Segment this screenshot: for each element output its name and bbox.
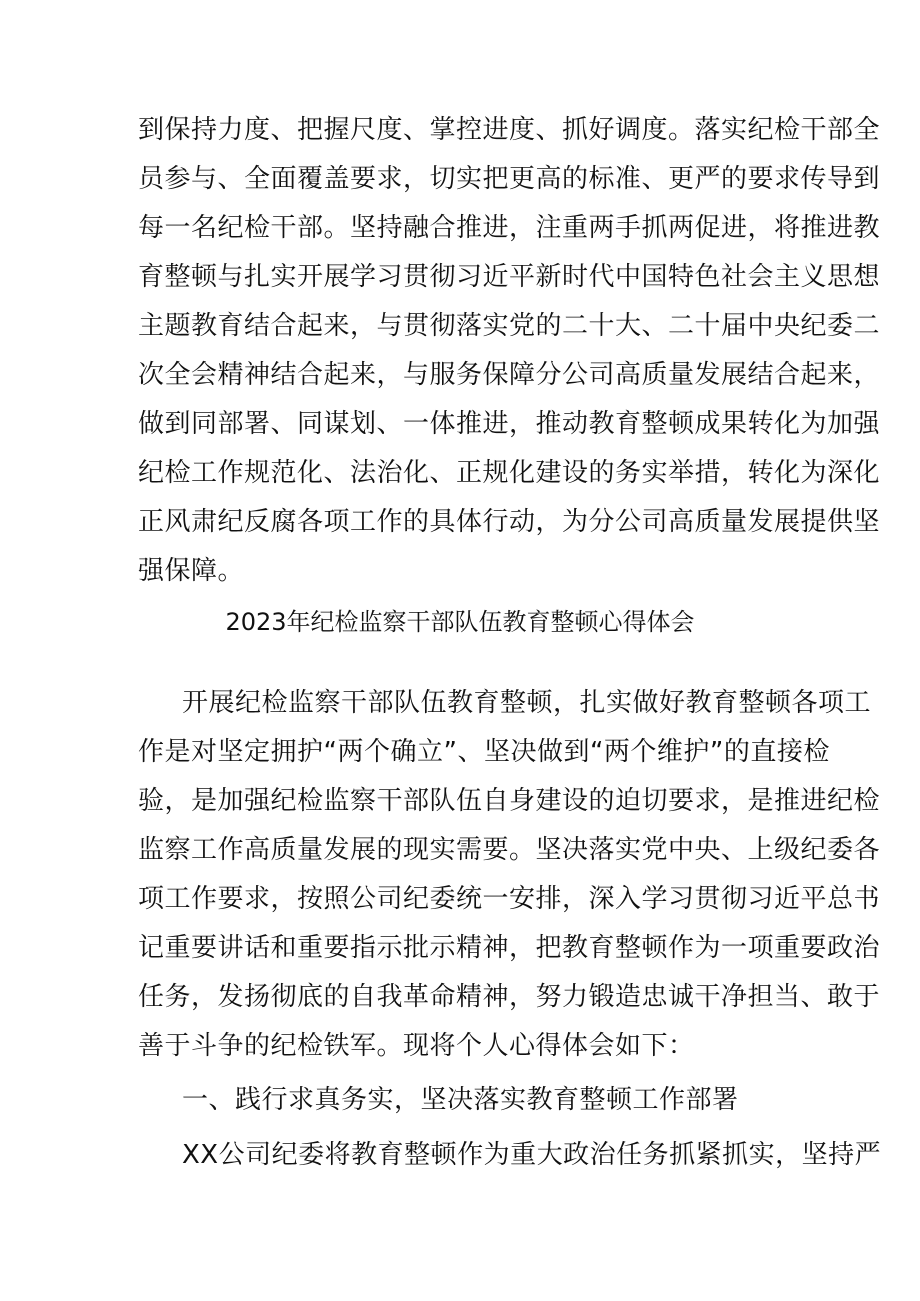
paragraph-line: 开展纪检监察干部队伍教育整顿，扎实做好教育整顿各项工 — [182, 688, 872, 718]
paragraph-line: 正风肃纪反腐各项工作的具体行动，为分公司高质量发展提供坚 — [138, 507, 881, 537]
paragraph-line: 到保持力度、把握尺度、掌控进度、抓好调度。落实纪检干部全 — [138, 115, 881, 145]
paragraph-line: 记重要讲话和重要指示批示精神，把教育整顿作为一项重要政治 — [138, 933, 881, 963]
paragraph-line: 项工作要求，按照公司纪委统一安排，深入学习贯彻习近平总书 — [138, 884, 881, 914]
article-title: 2023年纪检监察干部队伍教育整顿心得体会 — [225, 608, 695, 636]
paragraph-line: 善于斗争的纪检铁军。现将个人心得体会如下： — [138, 1031, 695, 1061]
paragraph-line: 监察工作高质量发展的现实需要。坚决落实党中央、上级纪委各 — [138, 835, 881, 865]
paragraph-line: 做到同部署、同谋划、一体推进，推动教育整顿成果转化为加强 — [138, 409, 881, 439]
paragraph-line: 任务，发扬彻底的自我革命精神，努力锻造忠诚干净担当、敢于 — [138, 982, 881, 1012]
section-heading: 一、践行求真务实，坚决落实教育整顿工作部署 — [182, 1085, 739, 1115]
paragraph-line: 作是对坚定拥护“两个确立”、坚决做到“两个维护”的直接检 — [138, 737, 830, 767]
paragraph-line: XX公司纪委将教育整顿作为重大政治任务抓紧抓实，坚持严 — [182, 1140, 882, 1170]
paragraph-line: 育整顿与扎实开展学习贯彻习近平新时代中国特色社会主义思想 — [138, 262, 881, 292]
paragraph-line: 员参与、全面覆盖要求，切实把更高的标准、更严的要求传导到 — [138, 164, 881, 194]
paragraph-line: 主题教育结合起来，与贯彻落实党的二十大、二十届中央纪委二 — [138, 311, 881, 341]
paragraph-line: 强保障。 — [138, 556, 245, 586]
paragraph-line: 每一名纪检干部。坚持融合推进，注重两手抓两促进，将推进教 — [138, 213, 881, 243]
paragraph-line: 次全会精神结合起来，与服务保障分公司高质量发展结合起来， — [138, 360, 881, 390]
paragraph-line: 纪检工作规范化、法治化、正规化建设的务实举措，转化为深化 — [138, 458, 881, 488]
paragraph-line: 验，是加强纪检监察干部队伍自身建设的迫切要求，是推进纪检 — [138, 786, 881, 816]
